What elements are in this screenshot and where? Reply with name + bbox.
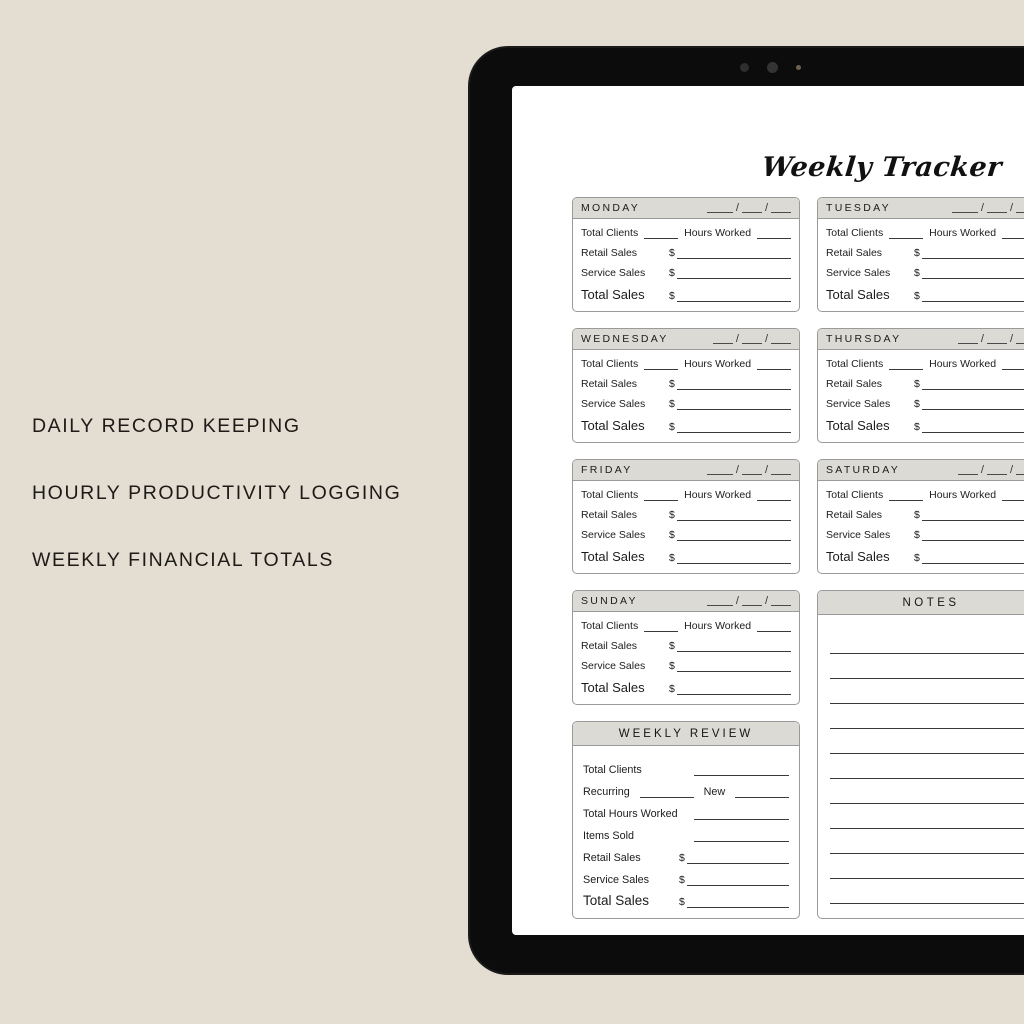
review-label: Service Sales	[583, 874, 650, 886]
total-sales-input[interactable]	[922, 422, 1024, 433]
row-clients-hours	[581, 224, 791, 239]
hours-worked-label: Hours Worked	[929, 489, 997, 501]
review-total-sales-field[interactable]	[679, 896, 789, 908]
review-retail-sales-field[interactable]	[679, 852, 789, 864]
hours-worked-input[interactable]	[1002, 228, 1024, 239]
hours-worked-label: Hours Worked	[929, 358, 997, 370]
date-month-blank[interactable]	[707, 465, 733, 475]
date-separator: /	[1009, 464, 1013, 476]
review-label: Items Sold	[583, 830, 635, 842]
day-card-body	[573, 481, 799, 573]
total-sales-field[interactable]	[914, 290, 1024, 302]
page-title: Weekly Tracker	[760, 152, 1004, 183]
date-day-blank[interactable]	[742, 334, 762, 344]
total-sales-input[interactable]	[677, 422, 791, 433]
row-total-sales	[581, 677, 791, 695]
notes-title: NOTES	[902, 596, 960, 609]
day-card-header	[573, 460, 799, 481]
row-clients-hours	[826, 224, 1024, 239]
hours-worked-input[interactable]	[757, 359, 791, 370]
day-card-body	[818, 481, 1024, 573]
tablet-device	[470, 48, 1024, 973]
day-card-header	[573, 198, 799, 219]
currency-symbol: $	[914, 552, 920, 564]
hours-worked-label: Hours Worked	[684, 489, 752, 501]
row-clients-hours	[581, 486, 791, 501]
service-sales-input[interactable]	[922, 399, 1024, 410]
review-row-total-hours	[583, 798, 789, 820]
camera-dot-group	[470, 62, 1024, 73]
notes-line[interactable]	[830, 779, 1024, 804]
hours-worked-label: Hours Worked	[929, 227, 997, 239]
retail-sales-field[interactable]	[914, 378, 1024, 390]
service-sales-input[interactable]	[922, 268, 1024, 279]
date-separator: /	[735, 202, 739, 214]
day-card-grid	[572, 197, 1024, 919]
review-row-recurring-new	[583, 776, 789, 798]
row-total-sales	[581, 546, 791, 564]
hours-worked-input[interactable]	[757, 490, 791, 501]
date-year-blank[interactable]	[771, 334, 791, 344]
service-sales-field[interactable]	[914, 529, 1024, 541]
review-row-service-sales	[583, 864, 789, 886]
notes-line[interactable]	[830, 704, 1024, 729]
retail-sales-label: Retail Sales	[826, 247, 883, 259]
total-sales-label: Total Sales	[826, 549, 890, 564]
retail-sales-label: Retail Sales	[581, 640, 638, 652]
total-sales-field[interactable]	[669, 683, 791, 695]
hours-worked-input[interactable]	[757, 228, 791, 239]
total-clients-input[interactable]	[644, 621, 678, 632]
review-row-items-sold	[583, 820, 789, 842]
total-sales-field[interactable]	[669, 421, 791, 433]
retail-sales-input[interactable]	[677, 248, 791, 259]
day-card-header	[573, 329, 799, 350]
review-row-retail-sales	[583, 842, 789, 864]
date-field[interactable]	[958, 465, 1024, 475]
date-separator: /	[980, 202, 984, 214]
currency-symbol: $	[914, 267, 920, 279]
date-year-blank[interactable]	[771, 465, 791, 475]
notes-line[interactable]	[830, 754, 1024, 779]
total-sales-field[interactable]	[669, 290, 791, 302]
retail-sales-field[interactable]	[669, 509, 791, 521]
review-items-sold-input[interactable]	[694, 830, 789, 842]
date-separator: /	[1009, 333, 1013, 345]
row-service-sales	[581, 526, 791, 541]
date-day-blank[interactable]	[987, 203, 1007, 213]
row-service-sales	[826, 395, 1024, 410]
total-clients-label: Total Clients	[581, 489, 639, 501]
retail-sales-input[interactable]	[677, 510, 791, 521]
currency-symbol: $	[669, 660, 675, 672]
retail-sales-field[interactable]	[669, 378, 791, 390]
day-card-sunday[interactable]	[572, 590, 800, 705]
service-sales-field[interactable]	[914, 398, 1024, 410]
retail-sales-input[interactable]	[922, 510, 1024, 521]
date-field[interactable]	[707, 465, 791, 475]
service-sales-field[interactable]	[669, 529, 791, 541]
date-separator: /	[735, 464, 739, 476]
currency-symbol: $	[669, 290, 675, 302]
day-card-monday[interactable]	[572, 197, 800, 312]
retail-sales-label: Retail Sales	[581, 247, 638, 259]
date-month-blank[interactable]	[707, 596, 733, 606]
currency-symbol: $	[914, 247, 920, 259]
service-sales-input[interactable]	[677, 661, 791, 672]
review-row-total-sales	[583, 886, 789, 908]
hours-worked-label: Hours Worked	[684, 358, 752, 370]
service-sales-input[interactable]	[677, 268, 791, 279]
service-sales-field[interactable]	[669, 267, 791, 279]
hours-worked-input[interactable]	[757, 621, 791, 632]
review-row-total-clients	[583, 754, 789, 776]
total-clients-input[interactable]	[644, 490, 678, 501]
service-sales-field[interactable]	[914, 267, 1024, 279]
currency-symbol: $	[669, 421, 675, 433]
notes-header	[818, 591, 1024, 615]
retail-sales-input[interactable]	[677, 641, 791, 652]
retail-sales-input[interactable]	[677, 379, 791, 390]
review-label: Total Sales	[583, 893, 650, 908]
notes-card[interactable]	[817, 590, 1024, 919]
feature-list	[32, 415, 462, 616]
date-separator: /	[764, 464, 768, 476]
feature-item: WEEKLY FINANCIAL TOTALS	[32, 549, 334, 571]
notes-line[interactable]	[830, 879, 1024, 904]
date-year-blank[interactable]	[1016, 465, 1024, 475]
total-sales-label: Total Sales	[826, 418, 890, 433]
retail-sales-label: Retail Sales	[826, 378, 883, 390]
service-sales-input[interactable]	[677, 399, 791, 410]
notes-line[interactable]	[830, 629, 1024, 654]
date-separator: /	[764, 595, 768, 607]
hours-worked-label: Hours Worked	[684, 620, 752, 632]
row-total-sales	[826, 546, 1024, 564]
currency-symbol: $	[679, 852, 685, 864]
date-year-blank[interactable]	[771, 596, 791, 606]
review-label: Total Hours Worked	[583, 808, 678, 820]
day-card-body	[818, 350, 1024, 442]
total-clients-input[interactable]	[644, 359, 678, 370]
currency-symbol: $	[669, 509, 675, 521]
row-retail-sales	[826, 375, 1024, 390]
date-separator: /	[735, 333, 739, 345]
review-service-sales-input[interactable]	[687, 875, 789, 886]
feature-item: DAILY RECORD KEEPING	[32, 415, 301, 437]
total-clients-label: Total Clients	[581, 620, 639, 632]
date-separator: /	[980, 464, 984, 476]
currency-symbol: $	[914, 421, 920, 433]
row-retail-sales	[581, 506, 791, 521]
row-total-sales	[581, 284, 791, 302]
retail-sales-label: Retail Sales	[581, 509, 638, 521]
camera-dot-2-icon	[767, 62, 778, 73]
total-sales-label: Total Sales	[581, 680, 645, 695]
service-sales-label: Service Sales	[581, 398, 646, 410]
notes-line[interactable]	[830, 679, 1024, 704]
service-sales-label: Service Sales	[826, 267, 891, 279]
date-month-blank[interactable]	[952, 203, 978, 213]
total-sales-field[interactable]	[669, 552, 791, 564]
notes-line[interactable]	[830, 804, 1024, 829]
camera-dot-1-icon	[740, 63, 749, 72]
day-label: TUESDAY	[826, 202, 891, 214]
row-total-sales	[826, 284, 1024, 302]
notes-line[interactable]	[830, 654, 1024, 679]
date-month-blank[interactable]	[707, 203, 733, 213]
currency-symbol: $	[679, 874, 685, 886]
day-label: WEDNESDAY	[581, 333, 669, 345]
total-sales-label: Total Sales	[826, 287, 890, 302]
row-clients-hours	[581, 355, 791, 370]
currency-symbol: $	[669, 398, 675, 410]
retail-sales-field[interactable]	[914, 509, 1024, 521]
retail-sales-field[interactable]	[914, 247, 1024, 259]
date-day-blank[interactable]	[742, 596, 762, 606]
date-field[interactable]	[713, 334, 791, 344]
notes-line[interactable]	[830, 729, 1024, 754]
row-retail-sales	[826, 244, 1024, 259]
day-card-header	[818, 198, 1024, 219]
review-label: Retail Sales	[583, 852, 641, 864]
total-clients-input[interactable]	[889, 359, 923, 370]
day-card-saturday[interactable]	[817, 459, 1024, 574]
review-label: Recurring	[583, 786, 630, 798]
row-retail-sales	[581, 375, 791, 390]
retail-sales-field[interactable]	[669, 640, 791, 652]
planner-page	[512, 86, 1024, 935]
currency-symbol: $	[914, 398, 920, 410]
row-retail-sales	[581, 244, 791, 259]
day-card-tuesday[interactable]	[817, 197, 1024, 312]
service-sales-input[interactable]	[922, 530, 1024, 541]
total-sales-field[interactable]	[914, 552, 1024, 564]
service-sales-label: Service Sales	[581, 529, 646, 541]
review-total-clients-input[interactable]	[694, 764, 789, 776]
date-field[interactable]	[707, 203, 791, 213]
total-clients-label: Total Clients	[826, 358, 884, 370]
currency-symbol: $	[669, 529, 675, 541]
review-label: Total Clients	[583, 764, 642, 776]
review-recurring-input[interactable]	[640, 786, 694, 798]
day-label: THURSDAY	[826, 333, 902, 345]
date-day-blank[interactable]	[987, 334, 1007, 344]
notes-body[interactable]	[818, 615, 1024, 914]
row-total-sales	[826, 415, 1024, 433]
row-service-sales	[826, 264, 1024, 279]
row-retail-sales	[581, 637, 791, 652]
total-clients-label: Total Clients	[826, 489, 884, 501]
total-sales-input[interactable]	[677, 291, 791, 302]
row-service-sales	[581, 264, 791, 279]
review-new-input[interactable]	[735, 786, 789, 798]
review-retail-sales-input[interactable]	[687, 853, 789, 864]
row-clients-hours	[826, 355, 1024, 370]
total-clients-input[interactable]	[889, 228, 923, 239]
row-retail-sales	[826, 506, 1024, 521]
total-clients-label: Total Clients	[826, 227, 884, 239]
date-month-blank[interactable]	[713, 334, 733, 344]
day-label: SATURDAY	[826, 464, 901, 476]
day-card-header	[818, 329, 1024, 350]
total-sales-input[interactable]	[677, 684, 791, 695]
total-sales-label: Total Sales	[581, 549, 645, 564]
service-sales-label: Service Sales	[581, 267, 646, 279]
service-sales-label: Service Sales	[826, 529, 891, 541]
currency-symbol: $	[669, 552, 675, 564]
row-service-sales	[581, 395, 791, 410]
day-label: SUNDAY	[581, 595, 638, 607]
currency-symbol: $	[914, 509, 920, 521]
total-sales-label: Total Sales	[581, 287, 645, 302]
hours-worked-label: Hours Worked	[684, 227, 752, 239]
date-field[interactable]	[958, 334, 1024, 344]
date-day-blank[interactable]	[987, 465, 1007, 475]
date-day-blank[interactable]	[742, 203, 762, 213]
notes-line[interactable]	[830, 829, 1024, 854]
date-field[interactable]	[952, 203, 1024, 213]
day-card-body	[818, 219, 1024, 311]
service-sales-input[interactable]	[677, 530, 791, 541]
date-separator: /	[735, 595, 739, 607]
day-card-body	[573, 350, 799, 442]
total-clients-input[interactable]	[644, 228, 678, 239]
weekly-review-header	[573, 722, 799, 746]
day-card-body	[573, 219, 799, 311]
weekly-review-body	[573, 746, 799, 918]
currency-symbol: $	[669, 247, 675, 259]
weekly-review-title: WEEKLY REVIEW	[618, 727, 754, 740]
currency-symbol: $	[679, 896, 685, 908]
day-card-header	[818, 460, 1024, 481]
date-year-blank[interactable]	[1016, 334, 1024, 344]
day-label: FRIDAY	[581, 464, 633, 476]
review-service-sales-field[interactable]	[679, 874, 789, 886]
date-month-blank[interactable]	[958, 334, 978, 344]
notes-line[interactable]	[830, 854, 1024, 879]
currency-symbol: $	[914, 290, 920, 302]
day-card-header	[573, 591, 799, 612]
service-sales-field[interactable]	[669, 660, 791, 672]
total-sales-field[interactable]	[914, 421, 1024, 433]
feature-item: HOURLY PRODUCTIVITY LOGGING	[32, 482, 402, 504]
retail-sales-label: Retail Sales	[581, 378, 638, 390]
currency-symbol: $	[669, 378, 675, 390]
retail-sales-field[interactable]	[669, 247, 791, 259]
total-sales-input[interactable]	[922, 291, 1024, 302]
date-separator: /	[764, 202, 768, 214]
review-total-sales-input[interactable]	[687, 897, 789, 908]
total-sales-input[interactable]	[677, 553, 791, 564]
total-sales-input[interactable]	[922, 553, 1024, 564]
total-sales-label: Total Sales	[581, 418, 645, 433]
tablet-screen	[512, 86, 1024, 935]
total-clients-label: Total Clients	[581, 227, 639, 239]
service-sales-label: Service Sales	[581, 660, 646, 672]
row-service-sales	[826, 526, 1024, 541]
currency-symbol: $	[669, 683, 675, 695]
total-clients-label: Total Clients	[581, 358, 639, 370]
review-total-hours-input[interactable]	[694, 808, 789, 820]
date-year-blank[interactable]	[1016, 203, 1024, 213]
currency-symbol: $	[914, 529, 920, 541]
date-separator: /	[980, 333, 984, 345]
row-clients-hours	[826, 486, 1024, 501]
date-year-blank[interactable]	[771, 203, 791, 213]
row-clients-hours	[581, 617, 791, 632]
row-total-sales	[581, 415, 791, 433]
currency-symbol: $	[669, 640, 675, 652]
camera-indicator-icon	[796, 65, 801, 70]
date-month-blank[interactable]	[958, 465, 978, 475]
date-separator: /	[1009, 202, 1013, 214]
day-card-wednesday[interactable]	[572, 328, 800, 443]
day-card-thursday[interactable]	[817, 328, 1024, 443]
review-label-new: New	[703, 786, 726, 798]
currency-symbol: $	[914, 378, 920, 390]
day-card-friday[interactable]	[572, 459, 800, 574]
retail-sales-label: Retail Sales	[826, 509, 883, 521]
day-card-body	[573, 612, 799, 704]
retail-sales-input[interactable]	[922, 248, 1024, 259]
hours-worked-input[interactable]	[1002, 359, 1024, 370]
service-sales-label: Service Sales	[826, 398, 891, 410]
date-day-blank[interactable]	[742, 465, 762, 475]
retail-sales-input[interactable]	[922, 379, 1024, 390]
row-service-sales	[581, 657, 791, 672]
service-sales-field[interactable]	[669, 398, 791, 410]
hours-worked-input[interactable]	[1002, 490, 1024, 501]
currency-symbol: $	[669, 267, 675, 279]
day-label: MONDAY	[581, 202, 641, 214]
weekly-review-card[interactable]	[572, 721, 800, 919]
date-field[interactable]	[707, 596, 791, 606]
date-separator: /	[764, 333, 768, 345]
total-clients-input[interactable]	[889, 490, 923, 501]
